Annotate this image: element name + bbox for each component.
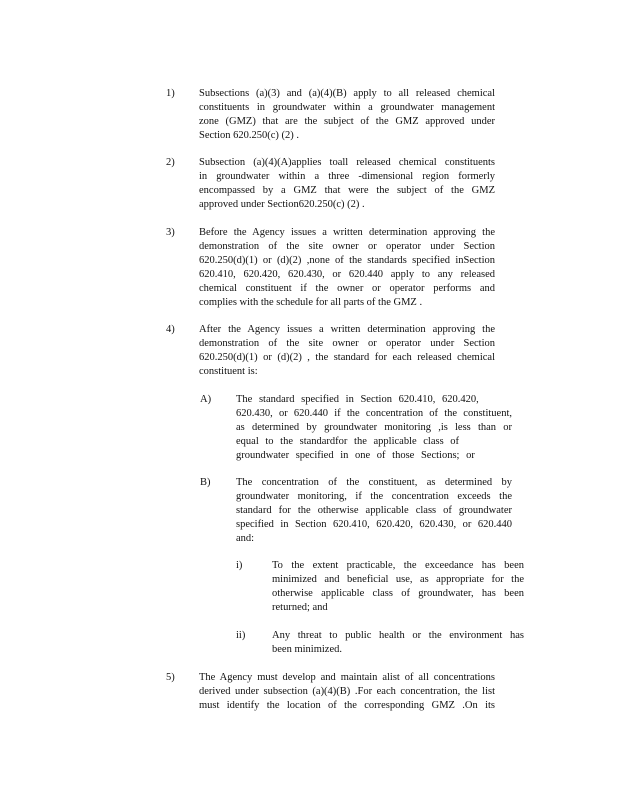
item-number: 1) [166, 88, 175, 99]
text-line: and: [236, 533, 255, 544]
text-line: groundwater specified in one of those Sections; or [236, 450, 475, 461]
text-line: in groundwater within a three -dimensional region formerly [199, 171, 495, 182]
text-line: demonstration of the site owner or operator under Section [199, 338, 495, 349]
text-line: returned; and [272, 602, 328, 613]
item-number: ii) [236, 630, 246, 641]
item-text [199, 226, 495, 310]
text-line: approved under Section620.250(c) (2) . [199, 199, 365, 210]
text-line: Section 620.250(c) (2) . [199, 130, 300, 141]
item-number: 2) [166, 157, 175, 168]
text-line: 620.250(d)(1) or (d)(2) , the standard for each released chemical [199, 352, 495, 363]
item-text [272, 629, 524, 657]
text-line: complies with the schedule for all parts of the GMZ . [199, 297, 423, 308]
item-text [199, 671, 495, 713]
text-line: specified in Section 620.410, 620.420, 620.430, or 620.440 [236, 519, 512, 530]
item-number: A) [200, 394, 212, 405]
text-line: chemical constituent if the owner or operator performs and [199, 283, 495, 294]
text-line: minimized and beneficial use, as appropriate for the [272, 574, 524, 585]
text-line: constituents in groundwater within a groundwater management [199, 102, 495, 113]
text-line: After the Agency issues a written determination approving the [199, 324, 495, 335]
item-number: 4) [166, 324, 175, 335]
text-line: equal to the standardfor the applicable class of [236, 436, 460, 447]
text-line: standard for the otherwise applicable class of groundwater [236, 505, 512, 516]
item-number: 3) [166, 227, 175, 238]
item-text [199, 87, 495, 143]
text-line: Before the Agency issues a written determination approving the [199, 227, 495, 238]
text-line: Subsections (a)(3) and (a)(4)(B) apply to all released chemical [199, 88, 495, 99]
text-line: The concentration of the constituent, as determined by [236, 477, 512, 488]
text-line: groundwater monitoring, if the concentration exceeds the [236, 491, 512, 502]
text-line: Subsection (a)(4)(A)applies toall released chemical constituents [199, 157, 495, 168]
text-line: The standard specified in Section 620.410, 620.420, [236, 394, 479, 405]
text-line: 620.250(d)(1) or (d)(2) ,none of the standards specified inSection [199, 255, 495, 266]
item-text [199, 156, 495, 212]
text-line: been minimized. [272, 644, 342, 655]
text-line: zone (GMZ) that are the subject of the GMZ approved under [199, 116, 495, 127]
item-number: B) [200, 477, 211, 488]
text-line: otherwise applicable class of groundwater, has been [272, 588, 524, 599]
text-line: 620.410, 620.420, 620.430, or 620.440 apply to any released [199, 269, 495, 280]
text-line: demonstration of the site owner or operator under Section [199, 241, 495, 252]
item-number: 5) [166, 672, 175, 683]
text-line: The Agency must develop and maintain alist of all concentrations [199, 672, 495, 683]
item-text [199, 323, 495, 379]
text-line: To the extent practicable, the exceedance has been [272, 560, 524, 571]
text-line: derived under subsection (a)(4)(B) .For each concentration, the list [199, 686, 495, 697]
text-line: constituent is: [199, 366, 258, 377]
item-text [236, 476, 512, 546]
item-text [236, 393, 512, 463]
item-text [272, 559, 524, 615]
text-line: Any threat to public health or the environment has [272, 630, 524, 641]
text-line: encompassed by a GMZ that were the subject of the GMZ [199, 185, 495, 196]
item-number: i) [236, 560, 243, 571]
text-line: must identify the location of the corresponding GMZ .On its [199, 700, 495, 711]
text-line: as determined by groundwater monitoring ,is less than or [236, 422, 512, 433]
text-line: 620.430, or 620.440 if the concentration of the constituent, [236, 408, 512, 419]
